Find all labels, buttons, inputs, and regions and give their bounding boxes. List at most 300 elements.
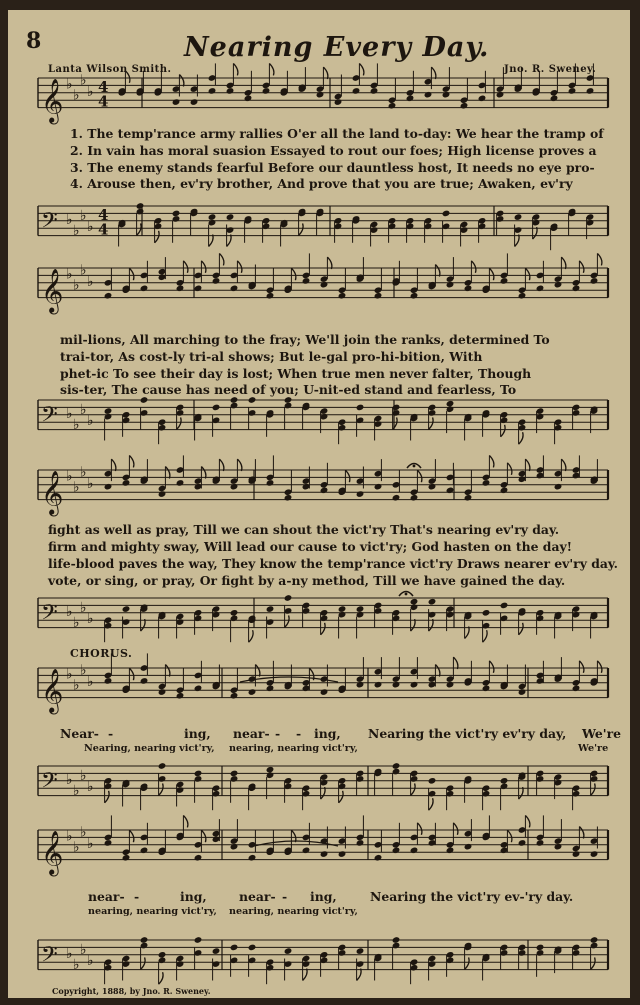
- note-head: [266, 766, 275, 774]
- chorus-lyric: -: [134, 889, 140, 904]
- note-flag: [165, 467, 170, 479]
- note-head: [122, 854, 131, 862]
- note-head: [442, 91, 451, 99]
- note-flag: [269, 63, 274, 75]
- note-flag: [597, 253, 602, 265]
- chorus-lyric: -: [108, 726, 114, 741]
- note-head: [590, 277, 599, 285]
- note-flag: [327, 257, 332, 269]
- note-flag: [591, 957, 596, 969]
- hymn-page: [8, 10, 630, 998]
- note-head: [266, 605, 275, 613]
- note-head: [208, 213, 217, 221]
- flat-sign: ♭: [66, 828, 73, 845]
- note-head: [410, 292, 419, 300]
- note-flag: [489, 661, 494, 673]
- note-head: [226, 213, 235, 221]
- note-flag: [507, 463, 512, 475]
- time-signature: 4: [98, 77, 109, 96]
- note-head: [478, 95, 487, 103]
- note-flag: [579, 261, 584, 273]
- note-head: [500, 487, 509, 495]
- flat-sign: ♭: [66, 771, 73, 788]
- chorus-lyric: Nearing the vict'ry ev-'ry day.: [370, 889, 574, 904]
- verse-1-line-3: fight as well as pray, Till we can shout the vict'ry That's nearing ev'ry day.: [48, 522, 560, 537]
- note-flag: [519, 787, 524, 799]
- note-head: [194, 936, 203, 944]
- flat-sign: ♭: [73, 614, 80, 631]
- note-flag: [321, 623, 326, 635]
- note-head: [212, 277, 221, 285]
- note-flag: [303, 969, 308, 981]
- note-head: [374, 854, 383, 862]
- note-head: [172, 210, 181, 218]
- note-flag: [507, 830, 512, 842]
- note-flag: [579, 661, 584, 673]
- note-head: [212, 404, 221, 412]
- note-head: [320, 850, 329, 858]
- chorus-lyric: We're: [582, 726, 621, 741]
- flat-sign: ♭: [73, 839, 80, 856]
- note-head: [230, 770, 239, 778]
- note-head: [370, 87, 379, 95]
- note-head: [266, 479, 275, 487]
- verse-4-line-2: sis-ter, The cause has need of you; U-nit-ed stand and fearless, To: [60, 382, 517, 397]
- note-flag: [357, 969, 362, 981]
- note-head: [446, 681, 455, 689]
- note-flag: [209, 235, 214, 247]
- note-head: [568, 87, 577, 95]
- note-flag: [501, 425, 506, 437]
- note-flag: [411, 783, 416, 795]
- note-head: [230, 944, 239, 952]
- chorus-lyric: -: [296, 726, 302, 741]
- note-head: [464, 843, 473, 851]
- note-head: [590, 850, 599, 858]
- note-head: [158, 688, 167, 696]
- note-flag: [179, 75, 184, 87]
- note-flag: [155, 231, 160, 243]
- note-head: [284, 947, 293, 955]
- note-head: [302, 847, 311, 855]
- flat-sign: ♭: [73, 87, 80, 104]
- note-flag: [285, 615, 290, 627]
- flat-sign: ♭: [66, 468, 73, 485]
- verse-2-line-2: trai-tor, As cost-ly tri-al shows; But le-gal pro-hi-bition, With: [60, 349, 483, 364]
- flat-sign: ♭: [87, 953, 94, 970]
- note-head: [140, 396, 149, 404]
- flat-sign: ♭: [73, 277, 80, 294]
- note-flag: [471, 261, 476, 273]
- note-head: [482, 609, 491, 617]
- flat-sign: ♭: [73, 782, 80, 799]
- note-flag: [177, 417, 182, 429]
- flat-sign: ♭: [87, 413, 94, 430]
- note-head: [428, 483, 437, 491]
- note-head: [122, 479, 131, 487]
- hymn-title: Nearing Every Day.: [184, 32, 490, 63]
- note-head: [514, 213, 523, 221]
- note-head: [320, 281, 329, 289]
- note-head: [104, 292, 113, 300]
- note-head: [554, 483, 563, 491]
- note-flag: [159, 783, 164, 795]
- note-flag: [255, 665, 260, 677]
- note-flag: [105, 791, 110, 803]
- note-flag: [129, 268, 134, 280]
- note-head: [230, 483, 239, 491]
- note-head: [392, 936, 401, 944]
- note-head: [500, 777, 509, 785]
- note-head: [176, 692, 185, 700]
- note-head: [446, 400, 455, 408]
- note-flag: [435, 665, 440, 677]
- note-head: [266, 292, 275, 300]
- note-head: [464, 494, 473, 502]
- note-head: [586, 87, 595, 95]
- time-signature: 4: [98, 205, 109, 224]
- note-head: [230, 396, 239, 404]
- note-flag: [299, 223, 304, 235]
- time-signature: 4: [98, 220, 109, 239]
- note-flag: [141, 957, 146, 969]
- flat-sign: ♭: [80, 942, 87, 959]
- note-flag: [339, 791, 344, 803]
- note-head: [572, 285, 581, 293]
- note-flag: [323, 67, 328, 79]
- note-head: [140, 936, 149, 944]
- note-head: [500, 602, 509, 610]
- note-flag: [219, 253, 224, 265]
- note-flag: [129, 830, 134, 842]
- note-head: [392, 494, 401, 502]
- flat-sign: ♭: [80, 208, 87, 225]
- note-head: [212, 947, 221, 955]
- note-head: [428, 598, 437, 606]
- note-flag: [393, 417, 398, 429]
- fermata-dot: [405, 593, 408, 596]
- flat-sign: ♭: [80, 72, 87, 89]
- note-flag: [429, 798, 434, 810]
- note-flag: [291, 830, 296, 842]
- page-number: 8: [26, 28, 42, 54]
- note-flag: [561, 257, 566, 269]
- note-head: [518, 292, 527, 300]
- flat-sign: ♭: [80, 662, 87, 679]
- note-head: [446, 281, 455, 289]
- flat-sign: ♭: [66, 266, 73, 283]
- note-head: [104, 839, 113, 847]
- note-flag: [525, 459, 530, 471]
- verse-2-line-3: firm and mighty sway, Will lead our cause to vict'ry; God hasten on the day!: [48, 539, 573, 554]
- note-head: [572, 850, 581, 858]
- note-head: [262, 87, 271, 95]
- flat-sign: ♭: [87, 475, 94, 492]
- note-flag: [533, 227, 538, 239]
- note-head: [226, 87, 235, 95]
- treble-clef: 𝄞: [41, 78, 64, 123]
- bass-clef: 𝄢: [41, 402, 58, 433]
- flat-sign: ♭: [87, 83, 94, 100]
- note-head: [496, 91, 505, 99]
- chorus-lyric: ing,: [310, 889, 337, 904]
- note-head: [140, 285, 149, 293]
- note-head: [424, 91, 433, 99]
- verse-1-line-1: 1. The temp'rance army rallies O'er all the land to-day: We hear the tramp of: [70, 126, 604, 141]
- flat-sign: ♭: [87, 835, 94, 852]
- note-head: [194, 854, 203, 862]
- flat-sign: ♭: [87, 673, 94, 690]
- note-head: [140, 847, 149, 855]
- note-flag: [219, 459, 224, 471]
- note-flag: [525, 815, 530, 827]
- flat-sign: ♭: [73, 222, 80, 239]
- note-head: [248, 688, 257, 696]
- note-flag: [233, 63, 238, 75]
- note-flag: [417, 470, 422, 482]
- flat-sign: ♭: [66, 666, 73, 683]
- chorus-lyric: near-: [233, 726, 270, 741]
- treble-clef: 𝄞: [41, 470, 64, 515]
- note-head: [388, 102, 397, 110]
- note-head: [518, 688, 527, 696]
- chorus-lyric: ing,: [314, 726, 341, 741]
- note-flag: [111, 459, 116, 471]
- chorus-lyric: -: [282, 889, 288, 904]
- note-head: [410, 598, 419, 606]
- note-head: [158, 490, 167, 498]
- note-head: [176, 285, 185, 293]
- note-flag: [249, 630, 254, 642]
- note-flag: [129, 668, 134, 680]
- note-flag: [483, 630, 488, 642]
- flat-sign: ♭: [87, 611, 94, 628]
- author-credit: Lanta Wilson Smith.: [48, 64, 172, 75]
- note-flag: [137, 223, 142, 235]
- flat-sign: ♭: [80, 824, 87, 841]
- note-head: [392, 847, 401, 855]
- note-head: [248, 944, 257, 952]
- note-head: [460, 102, 469, 110]
- note-head: [194, 285, 203, 293]
- note-head: [104, 483, 113, 491]
- note-head: [356, 404, 365, 412]
- note-head: [172, 98, 181, 106]
- note-head: [442, 210, 451, 218]
- note-head: [266, 685, 275, 693]
- note-head: [356, 947, 365, 955]
- note-flag: [465, 627, 470, 639]
- note-head: [536, 839, 545, 847]
- flat-sign: ♭: [66, 945, 73, 962]
- note-head: [190, 98, 199, 106]
- note-head: [410, 681, 419, 689]
- note-flag: [359, 63, 364, 75]
- note-flag: [489, 268, 494, 280]
- note-flag: [561, 459, 566, 471]
- note-head: [338, 850, 347, 858]
- note-head: [104, 677, 113, 685]
- note-head: [194, 770, 203, 778]
- chorus-lyric: near-: [88, 889, 125, 904]
- note-head: [536, 944, 545, 952]
- note-flag: [237, 261, 242, 273]
- note-head: [536, 285, 545, 293]
- note-flag: [345, 470, 350, 482]
- note-head: [410, 847, 419, 855]
- note-flag: [515, 235, 520, 247]
- flat-sign: ♭: [80, 600, 87, 617]
- chorus-lyric: Nearing the vict'ry ev'ry day,: [368, 726, 567, 741]
- flat-sign: ♭: [66, 405, 73, 422]
- note-head: [334, 98, 343, 106]
- flat-sign: ♭: [66, 211, 73, 228]
- verse-4-line-3: vote, or sing, or pray, Or fight by a-ny method, Till we have gained the day.: [48, 573, 566, 588]
- note-head: [194, 685, 203, 693]
- note-flag: [525, 268, 530, 280]
- bass-clef: 𝄢: [41, 942, 58, 973]
- flat-sign: ♭: [73, 416, 80, 433]
- note-head: [554, 843, 563, 851]
- note-head: [320, 487, 329, 495]
- note-flag: [237, 459, 242, 471]
- flat-sign: ♭: [80, 464, 87, 481]
- note-flag: [579, 827, 584, 839]
- note-flag: [159, 972, 164, 984]
- note-head: [406, 95, 415, 103]
- verse-4-line-1: 4. Arouse then, ev'ry brother, And prove that you are true; Awaken, ev'ry: [70, 176, 573, 191]
- note-head: [374, 483, 383, 491]
- note-head: [356, 681, 365, 689]
- note-head: [230, 843, 239, 851]
- chorus-lyric: Near-: [60, 726, 99, 741]
- note-head: [338, 605, 347, 613]
- note-head: [482, 479, 491, 487]
- note-head: [244, 95, 253, 103]
- flat-sign: ♭: [87, 219, 94, 236]
- verse-2-line-1: 2. In vain has moral suasion Essayed to rout our foes; High license proves a: [70, 143, 597, 158]
- music-notation: [8, 10, 630, 998]
- chorus-lyric: near-: [239, 889, 276, 904]
- note-flag: [453, 657, 458, 669]
- fermata-dot: [413, 465, 416, 468]
- flat-sign: ♭: [87, 273, 94, 290]
- note-flag: [141, 619, 146, 631]
- note-head: [446, 487, 455, 495]
- note-head: [136, 202, 145, 210]
- treble-clef: 𝄞: [41, 268, 64, 313]
- note-flag: [201, 467, 206, 479]
- note-flag: [411, 619, 416, 631]
- verse-1-line-2: mil-lions, All marching to the fray; We'll join the ranks, determined To: [60, 332, 550, 347]
- bass-clef: 𝄢: [41, 600, 58, 631]
- note-flag: [429, 619, 434, 631]
- chorus-label: CHORUS.: [70, 647, 133, 660]
- note-head: [158, 951, 167, 959]
- note-head: [482, 685, 491, 693]
- note-flag: [489, 455, 494, 467]
- note-flag: [183, 815, 188, 827]
- flat-sign: ♭: [66, 603, 73, 620]
- note-head: [230, 609, 239, 617]
- note-flag: [597, 661, 602, 673]
- note-head: [446, 847, 455, 855]
- note-head: [356, 839, 365, 847]
- flat-sign: ♭: [80, 262, 87, 279]
- note-head: [572, 685, 581, 693]
- note-flag: [519, 432, 524, 444]
- note-head: [284, 494, 293, 502]
- note-flag: [519, 623, 524, 635]
- note-flag: [435, 265, 440, 277]
- note-head: [158, 762, 167, 770]
- note-head: [122, 605, 131, 613]
- note-head: [374, 292, 383, 300]
- flat-sign: ♭: [73, 956, 80, 973]
- note-head: [230, 692, 239, 700]
- bass-clef: 𝄢: [41, 768, 58, 799]
- note-head: [428, 777, 437, 785]
- note-head: [518, 839, 527, 847]
- note-head: [356, 490, 365, 498]
- note-flag: [429, 417, 434, 429]
- note-head: [464, 285, 473, 293]
- flat-sign: ♭: [80, 402, 87, 419]
- note-head: [284, 396, 293, 404]
- note-flag: [201, 830, 206, 842]
- verse-3-line-3: life-blood paves the way, They know the temp'rance vict'ry Draws nearer ev'ry day.: [48, 556, 618, 571]
- chorus-lyric: -: [275, 726, 281, 741]
- chorus-alto-lyric: nearing, nearing vict'ry,: [229, 743, 358, 754]
- note-head: [550, 95, 559, 103]
- note-head: [352, 87, 361, 95]
- verse-3-line-1: 3. The enemy stands fearful Before our dauntless host, It needs no eye pro-: [70, 160, 595, 175]
- note-flag: [291, 268, 296, 280]
- note-head: [248, 396, 257, 404]
- note-head: [338, 292, 347, 300]
- flat-sign: ♭: [73, 677, 80, 694]
- note-head: [356, 605, 365, 613]
- composer-credit: Jno. R. Sweney.: [504, 64, 597, 75]
- note-head: [140, 677, 149, 685]
- note-head: [104, 407, 113, 415]
- note-flag: [201, 261, 206, 273]
- chorus-lyric: ing,: [184, 726, 211, 741]
- chorus-alto-lyric: Nearing, nearing vict'ry,: [84, 743, 215, 754]
- note-flag: [591, 783, 596, 795]
- note-head: [392, 762, 401, 770]
- note-head: [374, 681, 383, 689]
- note-flag: [417, 823, 422, 835]
- note-flag: [227, 235, 232, 247]
- note-head: [208, 87, 217, 95]
- note-head: [554, 281, 563, 289]
- note-flag: [183, 261, 188, 273]
- chorus-alto-lyric: nearing, nearing vict'ry,: [88, 906, 217, 917]
- chorus-alto-lyric: We're: [578, 743, 609, 754]
- note-flag: [465, 957, 470, 969]
- note-head: [410, 494, 419, 502]
- treble-clef: 𝄞: [41, 830, 64, 875]
- treble-clef: 𝄞: [41, 668, 64, 713]
- note-flag: [431, 67, 436, 79]
- note-head: [230, 285, 239, 293]
- flat-sign: ♭: [80, 768, 87, 785]
- note-flag: [453, 823, 458, 835]
- note-head: [392, 681, 401, 689]
- copyright-notice: Copyright, 1888, by Jno. R. Sweney.: [52, 986, 211, 996]
- note-head: [176, 479, 185, 487]
